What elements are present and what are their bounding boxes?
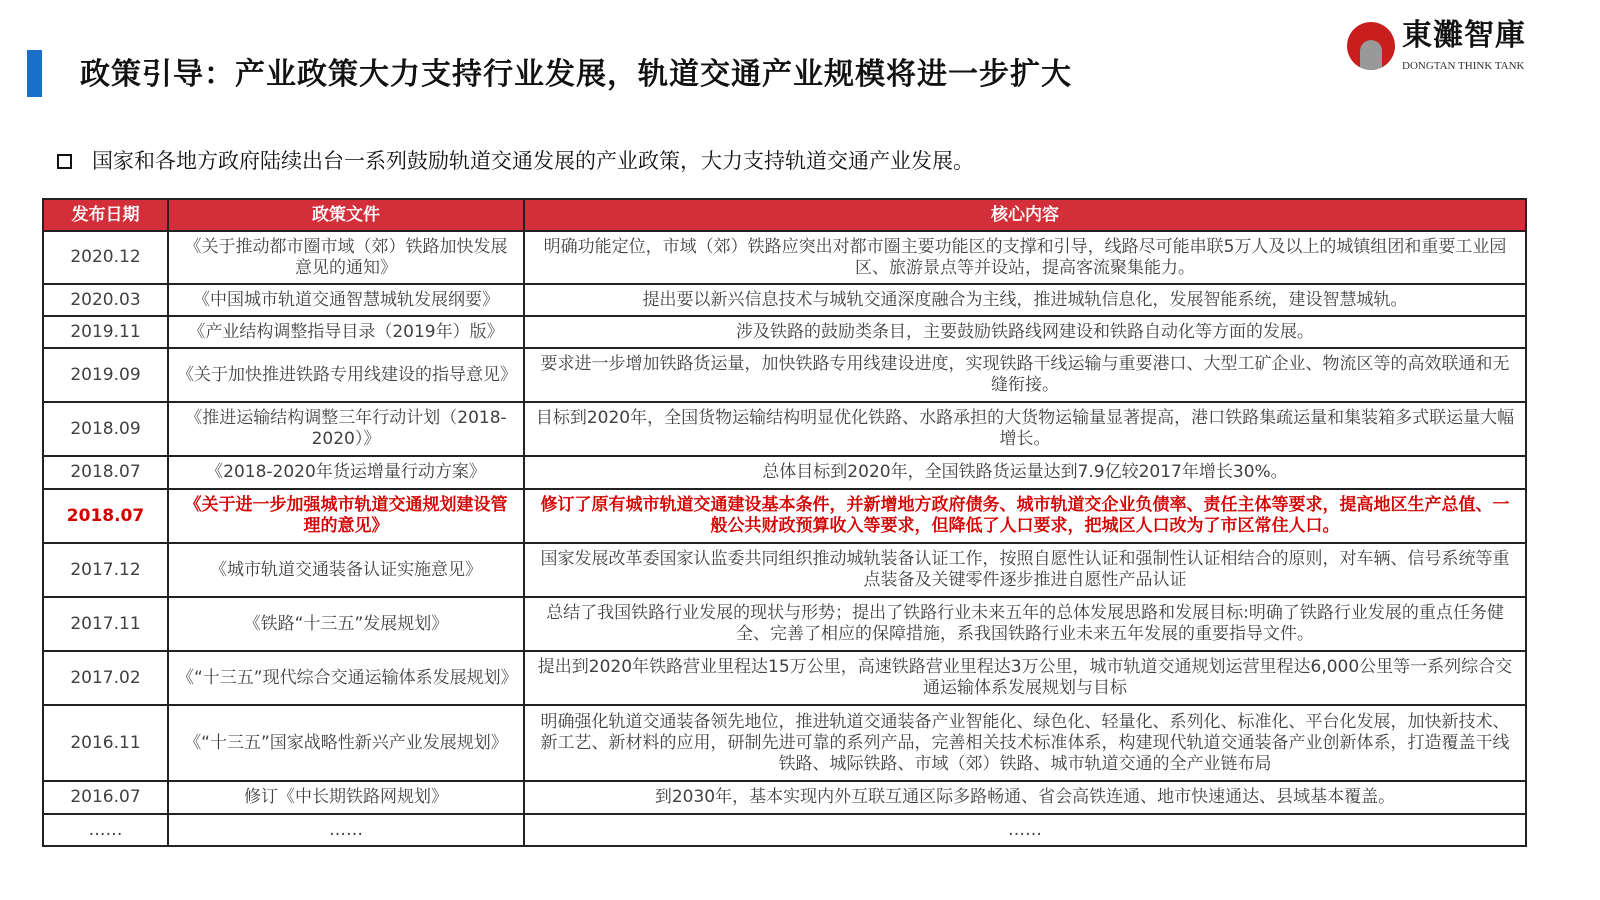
cell-doc: 《关于进一步加强城市轨道交通规划建设管理的意见》 (168, 489, 524, 543)
cell-date: 2020.12 (43, 231, 168, 284)
title-accent-bar (27, 50, 42, 97)
logo-text-en: DONGTAN THINK TANK (1402, 60, 1525, 72)
cell-content: 总结了我国铁路行业发展的现状与形势；提出了铁路行业未来五年的总体发展思路和发展目标:明确了铁路行业发展的重点任务健全、完善了相应的保障措施，系我国铁路行业未来五年发展的重要指导文件。 (524, 597, 1526, 651)
cell-doc: 《铁路“十三五”发展规划》 (168, 597, 524, 651)
cell-content: …… (524, 814, 1526, 846)
cell-content: 修订了原有城市轨道交通建设基本条件，并新增地方政府债务、城市轨道交企业负债率、责任主体等要求，提高地区生产总值、一般公共财政预算收入等要求，但降低了人口要求，把城区人口改为了市区常住人口。 (524, 489, 1526, 543)
cell-date: 2019.11 (43, 316, 168, 348)
cell-content: 提出到2020年铁路营业里程达15万公里，高速铁路营业里程达3万公里，城市轨道交通规划运营里程达6,000公里等一系列综合交通运输体系发展规划与目标 (524, 651, 1526, 705)
square-bullet-icon (57, 154, 72, 169)
cell-doc: 《“十三五”现代综合交通运输体系发展规划》 (168, 651, 524, 705)
intro-bullet (57, 146, 974, 176)
intro-text: 国家和各地方政府陆续出台一系列鼓励轨道交通发展的产业政策，大力支持轨道交通产业发展。 (92, 149, 974, 173)
cell-content: 要求进一步增加铁路货运量，加快铁路专用线建设进度，实现铁路干线运输与重要港口、大型工矿企业、物流区等的高效联通和无缝衔接。 (524, 348, 1526, 402)
cell-doc: 《关于推动都市圈市域（郊）铁路加快发展意见的通知》 (168, 231, 524, 284)
table-row (43, 489, 1526, 543)
table-row (43, 284, 1526, 316)
col-doc: 政策文件 (168, 199, 524, 231)
table-row (43, 781, 1526, 814)
cell-content: 涉及铁路的鼓励类条目，主要鼓励铁路线网建设和铁路自动化等方面的发展。 (524, 316, 1526, 348)
table-row (43, 348, 1526, 402)
table-header (43, 199, 1526, 231)
cell-doc: 《“十三五”国家战略性新兴产业发展规划》 (168, 705, 524, 781)
cell-content: 明确功能定位，市域（郊）铁路应突出对都市圈主要功能区的支撑和引导，线路尽可能串联5万人及以上的城镇组团和重要工业园区、旅游景点等并设站，提高客流聚集能力。 (524, 231, 1526, 284)
cell-doc: …… (168, 814, 524, 846)
cell-content: 到2030年，基本实现内外互联互通区际多路畅通、省会高铁连通、地市快速通达、县域基本覆盖。 (524, 781, 1526, 814)
cell-date: 2017.12 (43, 543, 168, 597)
table-row (43, 814, 1526, 846)
page-title: 政策引导：产业政策大力支持行业发展，轨道交通产业规模将进一步扩大 (80, 57, 1072, 92)
cell-doc: 《中国城市轨道交通智慧城轨发展纲要》 (168, 284, 524, 316)
cell-content: 提出要以新兴信息技术与城轨交通深度融合为主线，推进城轨信息化，发展智能系统，建设智慧城轨。 (524, 284, 1526, 316)
cell-doc: 《城市轨道交通装备认证实施意见》 (168, 543, 524, 597)
cell-date: …… (43, 814, 168, 846)
table-row (43, 543, 1526, 597)
cell-doc: 修订《中长期铁路网规划》 (168, 781, 524, 814)
cell-doc: 《关于加快推进铁路专用线建设的指导意见》 (168, 348, 524, 402)
cell-date: 2017.11 (43, 597, 168, 651)
policy-table (42, 198, 1527, 847)
cell-date: 2018.07 (43, 489, 168, 543)
logo-icon (1347, 22, 1395, 70)
cell-content: 明确强化轨道交通装备领先地位，推进轨道交通装备产业智能化、绿色化、轻量化、系列化、标准化、平台化发展，加快新技术、新工艺、新材料的应用，研制先进可靠的系列产品，完善相关技术标准体系，构建现代轨道交通装备产业创新体系，打造覆盖干线铁路、城际铁路、市域（郊）铁路、城市轨道交通的全产业链布局 (524, 705, 1526, 781)
col-content: 核心内容 (524, 199, 1526, 231)
logo (1347, 18, 1547, 76)
table-row (43, 651, 1526, 705)
cell-date: 2020.03 (43, 284, 168, 316)
cell-date: 2018.07 (43, 456, 168, 489)
col-date: 发布日期 (43, 199, 168, 231)
logo-text-cn: 東灘智庫 (1402, 18, 1526, 53)
cell-doc: 《产业结构调整指导目录（2019年）版》 (168, 316, 524, 348)
cell-doc: 《推进运输结构调整三年行动计划（2018-2020）》 (168, 402, 524, 456)
table-row (43, 456, 1526, 489)
table-row (43, 402, 1526, 456)
cell-content: 国家发展改革委国家认监委共同组织推动城轨装备认证工作，按照自愿性认证和强制性认证相结合的原则，对车辆、信号系统等重点装备及关键零件逐步推进自愿性产品认证 (524, 543, 1526, 597)
cell-date: 2016.11 (43, 705, 168, 781)
cell-date: 2019.09 (43, 348, 168, 402)
cell-date: 2017.02 (43, 651, 168, 705)
cell-content: 目标到2020年，全国货物运输结构明显优化铁路、水路承担的大货物运输量显著提高，港口铁路集疏运量和集装箱多式联运量大幅增长。 (524, 402, 1526, 456)
table-row (43, 705, 1526, 781)
table-row (43, 231, 1526, 284)
table-row (43, 597, 1526, 651)
cell-content: 总体目标到2020年，全国铁路货运量达到7.9亿较2017年增长30%。 (524, 456, 1526, 489)
table-row (43, 316, 1526, 348)
cell-doc: 《2018-2020年货运增量行动方案》 (168, 456, 524, 489)
cell-date: 2016.07 (43, 781, 168, 814)
cell-date: 2018.09 (43, 402, 168, 456)
